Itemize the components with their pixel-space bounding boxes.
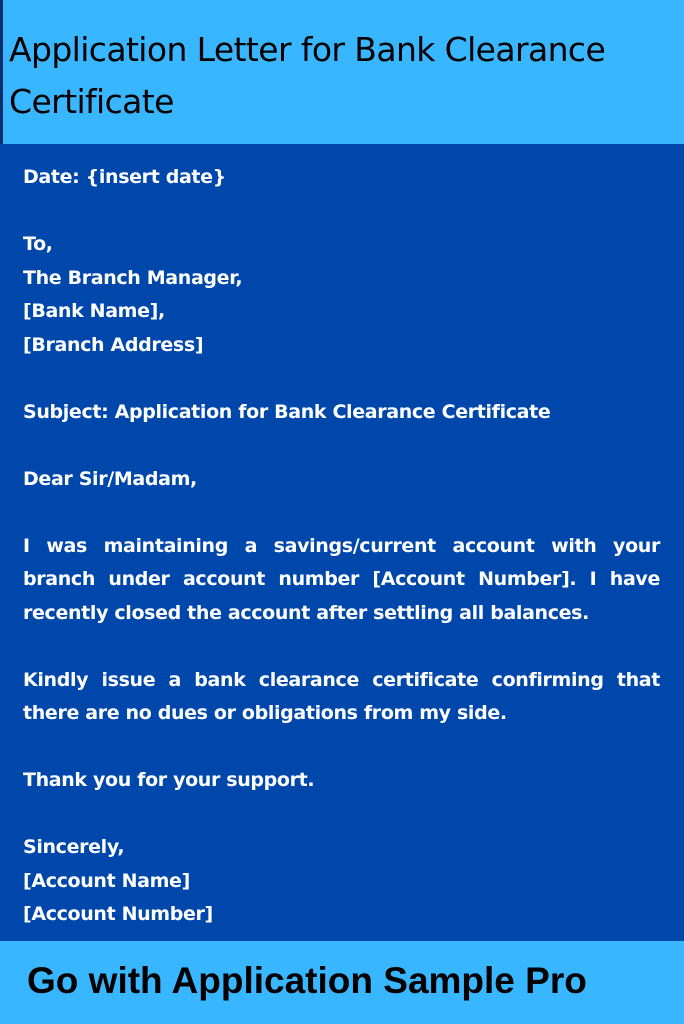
spacer [23, 496, 660, 530]
footer-text: Go with Application Sample Pro [27, 960, 587, 1001]
letter-paragraph-2: Kindly issue a bank clearance certificate confirming that there are no dues or obligations from my side. [23, 668, 660, 724]
footer-banner [0, 941, 684, 1024]
spacer [23, 798, 660, 832]
letter-account-name: [Account Name] [23, 869, 190, 892]
spacer [23, 630, 660, 664]
letter-recipient: The Branch Manager, [23, 266, 243, 289]
letter-account-number: [Account Number] [23, 903, 213, 925]
spacer [23, 195, 660, 229]
spacer [23, 362, 660, 396]
letter-subject: Subject: Application for Bank Clearance Certificate [23, 400, 551, 423]
spacer [23, 429, 660, 463]
letter-salutation: Dear Sir/Madam, [23, 467, 197, 490]
letter-paragraph-1: I was maintaining a savings/current account with your branch under account number [Account Number]. I have recently closed the account after settling all balances. [23, 534, 660, 624]
letter-body [23, 161, 660, 932]
spacer [23, 731, 660, 765]
letter-to-label: To, [23, 233, 53, 255]
page-title: Application Letter for Bank Clearance Certificate [9, 30, 606, 121]
letter-bank-name: [Bank Name], [23, 300, 165, 322]
header-banner [0, 0, 684, 144]
letter-date: Date: {insert date} [23, 166, 226, 188]
letter-sign-off: Sincerely, [23, 836, 125, 858]
letter-closing-thanks: Thank you for your support. [23, 769, 315, 791]
letter-branch-address: [Branch Address] [23, 333, 204, 356]
